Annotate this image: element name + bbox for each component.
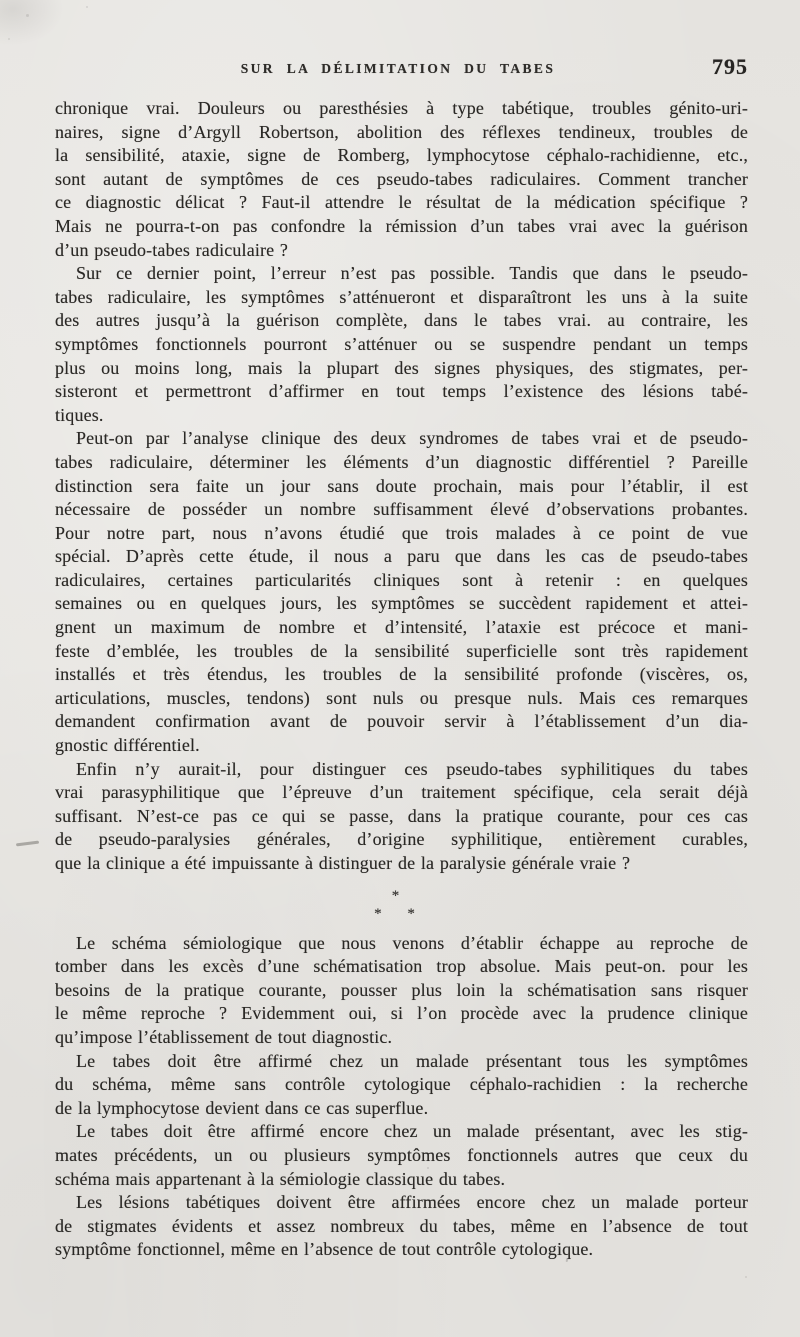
text-line: Le schéma sémiologique que nous venons d’établir échappe au reproche de <box>76 932 748 953</box>
text-line: tabes radiculaire, les symptômes s’atténueront et disparaîtront les uns à la suite <box>55 286 748 307</box>
section-1 <box>55 97 748 876</box>
scan-speckle <box>427 1167 429 1169</box>
scan-speckle <box>109 790 111 792</box>
scan-speckle <box>745 1276 747 1278</box>
text-line: du schéma, même sans contrôle cytologique céphalo-rachidien : la recherche <box>55 1074 748 1095</box>
asterisk-bottom: * * <box>374 905 417 922</box>
text-line: sont autant de symptômes de ces pseudo-tabes radiculaires. Comment trancher <box>55 168 748 189</box>
text-line: sisteront et permettront d’affirmer en tout temps l’existence des lésions tabé- <box>55 381 748 402</box>
text-line: feste d’emblée, les troubles de la sensibilité superficielle sont très rapidement <box>55 640 748 661</box>
scan-speckle <box>26 14 29 17</box>
paragraph <box>55 758 748 876</box>
text-line: qu’impose l’établissement de tout diagnostic. <box>55 1026 393 1047</box>
text-line: de la lymphocytose devient dans ce cas superflue. <box>55 1097 429 1118</box>
text-line: gnent un maximum de nombre et d’intensité, l’ataxie est précoce et mani- <box>55 617 748 638</box>
paragraph <box>55 97 748 262</box>
text-line: naires, signe d’Argyll Robertson, abolition des réflexes tendineux, troubles de <box>55 121 748 142</box>
asterisk-top: * <box>391 887 400 904</box>
scan-speckle <box>8 38 10 40</box>
text-line: Peut-on par l’analyse clinique des deux syndromes de tabes vrai et de pseudo- <box>76 428 748 449</box>
text-line: Les lésions tabétiques doivent être affirmées encore chez un malade porteur <box>76 1192 748 1213</box>
text-line: symptôme fonctionnel, même en l’absence de tout contrôle cytologique. <box>55 1239 594 1260</box>
margin-pencil-mark <box>16 841 39 846</box>
text-line: articulations, muscles, tendons) sont nuls ou presque nuls. Mais ces remarques <box>55 687 748 708</box>
text-line: de stigmates évidents et assez nombreux du tabes, même en l’absence de tout <box>55 1215 748 1236</box>
page-header <box>0 60 800 86</box>
text-line: symptômes fonctionnels pourront s’atténuer ou se suspendre pendant un temps <box>55 333 748 354</box>
text-line: de pseudo-paralysies générales, d’origine syphilitique, entièrement curables, <box>55 829 748 850</box>
text-line: que la clinique a été impuissante à distinguer de la paralysie générale vraie ? <box>55 853 631 873</box>
text-line: Pour notre part, nous n’avons étudié que trois malades à ce point de vue <box>55 522 748 543</box>
paragraph <box>55 1050 748 1121</box>
text-line: le même reproche ? Evidemment oui, si l’on procède avec la prudence clinique <box>55 1003 748 1024</box>
text-line: Enfin n’y aurait-il, pour distinguer ces pseudo-tabes syphilitiques du tabes <box>76 758 748 779</box>
text-line: installés et très étendus, les troubles de la sensibilité profonde (viscères, os, <box>55 664 748 685</box>
text-line: mates précédents, un ou plusieurs symptômes fonctionnels autres que ceux du <box>55 1144 748 1165</box>
text-line: radiculaires, certaines particularités cliniques sont à retenir : en quelques <box>55 569 748 590</box>
text-line: schéma mais appartenant à la sémiologie classique du tabes. <box>55 1168 506 1189</box>
text-line: plus ou moins long, mais la plupart des signes physiques, des stigmates, per- <box>55 357 748 378</box>
text-line: d’un pseudo-tabes radiculaire ? <box>55 239 289 260</box>
text-column <box>55 97 748 1262</box>
paragraph <box>55 932 748 1050</box>
text-line: chronique vrai. Douleurs ou paresthésies à type tabétique, troubles génito-uri- <box>55 98 748 118</box>
text-line: spécial. D’après cette étude, il nous a paru que dans les cas de pseudo-tabes <box>55 546 748 567</box>
text-line: Mais ne pourra-t-on pas confondre la rémission d’un tabes vrai avec la guérison <box>55 215 748 236</box>
text-line: semaines ou en quelques jours, les symptômes se succèdent rapidement et attei- <box>55 593 748 614</box>
text-line: ce diagnostic délicat ? Faut-il attendre le résultat de la médication spécifique ? <box>55 192 748 213</box>
paragraph <box>55 427 748 757</box>
text-line: distinction sera faite un jour sans doute prochain, mais pour l’établir, il est <box>55 475 748 496</box>
section-separator <box>49 887 742 923</box>
running-title: SUR LA DÉLIMITATION DU TABES <box>240 61 556 76</box>
text-line: des autres jusqu’à la guérison complète, dans le tabes vrai. au contraire, les <box>55 310 748 331</box>
text-line: tabes radiculaire, déterminer les éléments d’un diagnostic différentiel ? Pareille <box>55 451 748 472</box>
text-line: tomber dans les excès d’une schématisation trop absolue. Mais peut-on. pour les <box>55 956 748 977</box>
text-line: Le tabes doit être affirmé chez un malade présentant tous les symptômes <box>76 1050 748 1071</box>
text-line: vrai parasyphilitique que l’épreuve d’un traitement spécifique, cela serait déjà <box>55 782 748 803</box>
paragraph <box>55 1120 748 1191</box>
text-line: suffisant. N’est-ce pas ce qui se passe, dans la pratique courante, pour ces cas <box>55 805 748 826</box>
section-2 <box>55 932 748 1262</box>
text-line: demandent confirmation avant de pouvoir servir à l’établissement d’un dia- <box>55 711 748 732</box>
text-line: nécessaire de posséder un nombre suffisamment élevé d’observations probantes. <box>55 499 748 520</box>
scan-speckle <box>86 6 88 8</box>
text-line: Le tabes doit être affirmé encore chez un malade présentant, avec les stig- <box>76 1121 748 1142</box>
text-line: Sur ce dernier point, l’erreur n’est pas possible. Tandis que dans le pseudo- <box>76 263 748 284</box>
text-line: gnostic différentiel. <box>55 735 200 756</box>
text-line: tiques. <box>55 404 104 425</box>
paragraph <box>55 262 748 427</box>
paragraph <box>55 1191 748 1262</box>
text-line: besoins de la pratique courante, pousser plus loin la schématisation sans risquer <box>55 979 748 1000</box>
page-number: 795 <box>712 54 748 79</box>
text-line: la sensibilité, ataxie, signe de Romberg, lymphocytose céphalo-rachidienne, etc., <box>55 145 748 166</box>
